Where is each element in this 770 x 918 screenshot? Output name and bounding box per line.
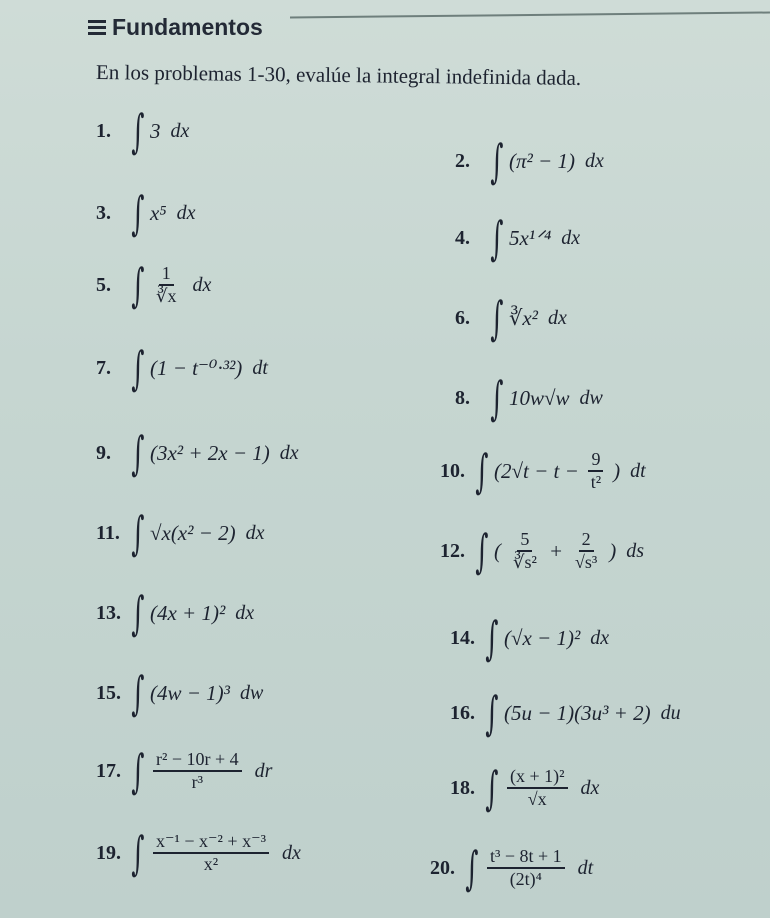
integral-sign: ∫ — [490, 371, 504, 425]
problem-12: 12. ∫ ( $\frac{5}{\text{∛s²}}$ + $\frac{2}{\text{√s³}}$ ) ds — [440, 524, 645, 578]
integral-sign: ∫ — [485, 761, 499, 815]
fraction: $\frac{\text{(x + 1)²}}{√x}$ — [507, 766, 568, 810]
problem-17: 17. ∫ $\frac{\text{r² − 10r + 4}}{\text{r³}}$ dr — [96, 744, 273, 798]
integral-sign: ∫ — [131, 341, 145, 395]
divider — [290, 11, 770, 18]
problem-13: 13. ∫ (4x + 1)² dx — [96, 586, 255, 640]
integral-sign: ∫ — [131, 258, 145, 312]
problem-2: 2. ∫ (π² − 1) dx — [455, 134, 604, 188]
integral-sign: ∫ — [131, 826, 145, 880]
problem-15: 15. ∫ (4w − 1)³ dw — [96, 666, 264, 720]
integral-sign: ∫ — [131, 186, 145, 240]
problem-14: 14. ∫ (√x − 1)² dx — [450, 611, 610, 665]
problem-3: 3. ∫ x⁵ dx — [96, 186, 196, 240]
problem-6: 6. ∫ ∛x² dx — [455, 291, 567, 345]
problem-20: 20. ∫ $\frac{\text{t³ − 8t + 1}}{\text{(2t)⁴}}$ dt — [430, 841, 594, 895]
fraction: $\frac{\text{x⁻¹ − x⁻² + x⁻³}}{\text{x²}}$ — [153, 831, 269, 875]
integral-sign: ∫ — [131, 506, 145, 560]
integral-sign: ∫ — [131, 426, 145, 480]
problem-4: 4. ∫ 5x¹ᐟ⁴ dx — [455, 211, 581, 265]
integral-sign: ∫ — [490, 134, 504, 188]
problem-5: 5. ∫ $\frac{1}{∛x}$ dx — [96, 258, 212, 312]
problem-7: 7. ∫ (1 − t⁻⁰·³²) dt — [96, 341, 268, 395]
problem-19: 19. ∫ $\frac{\text{x⁻¹ − x⁻² + x⁻³}}{\text{x²}}$ dx — [96, 826, 301, 880]
problem-11: 11. ∫ √x(x² − 2) dx — [96, 506, 265, 560]
problem-8: 8. ∫ 10w√w dw — [455, 371, 603, 425]
fraction: $\frac{5}{\text{∛s²}}$ — [512, 529, 537, 572]
section-title: Fundamentos — [112, 14, 263, 40]
fraction: $\frac{9}{\text{t²}}$ — [588, 449, 604, 493]
integral-sign: ∫ — [485, 611, 499, 665]
problem-16: 16. ∫ (5u − 1)(3u³ + 2) du — [450, 686, 681, 740]
integral-sign: ∫ — [475, 524, 489, 578]
integral-sign: ∫ — [131, 744, 145, 798]
list-icon — [88, 20, 106, 35]
integral-sign: ∫ — [131, 586, 145, 640]
problem-18: 18. ∫ $\frac{\text{(x + 1)²}}{√x}$ dx — [450, 761, 600, 815]
fraction: $\frac{2}{\text{√s³}}$ — [575, 529, 598, 572]
fraction: $\frac{1}{∛x}$ — [155, 263, 177, 306]
integral-sign: ∫ — [131, 104, 145, 158]
integral-sign: ∫ — [475, 444, 489, 498]
integral-sign: ∫ — [490, 291, 504, 345]
integral-sign: ∫ — [131, 666, 145, 720]
section-header — [88, 14, 263, 41]
integral-sign: ∫ — [490, 211, 504, 265]
problem-1: 1. ∫ 3 dx — [96, 104, 190, 158]
problem-10: 10. ∫ (2√t − t − $\frac{9}{\text{t²}}$ ) dt — [440, 444, 646, 498]
fraction: $\frac{\text{t³ − 8t + 1}}{\text{(2t)⁴}}$ — [487, 846, 565, 890]
integral-sign: ∫ — [485, 686, 499, 740]
problem-9: 9. ∫ (3x² + 2x − 1) dx — [96, 426, 299, 480]
instructions: En los problemas 1-30, evalúe la integral indefinida dada. — [95, 60, 582, 90]
fraction: $\frac{\text{r² − 10r + 4}}{\text{r³}}$ — [153, 749, 242, 793]
integral-sign: ∫ — [465, 841, 479, 895]
